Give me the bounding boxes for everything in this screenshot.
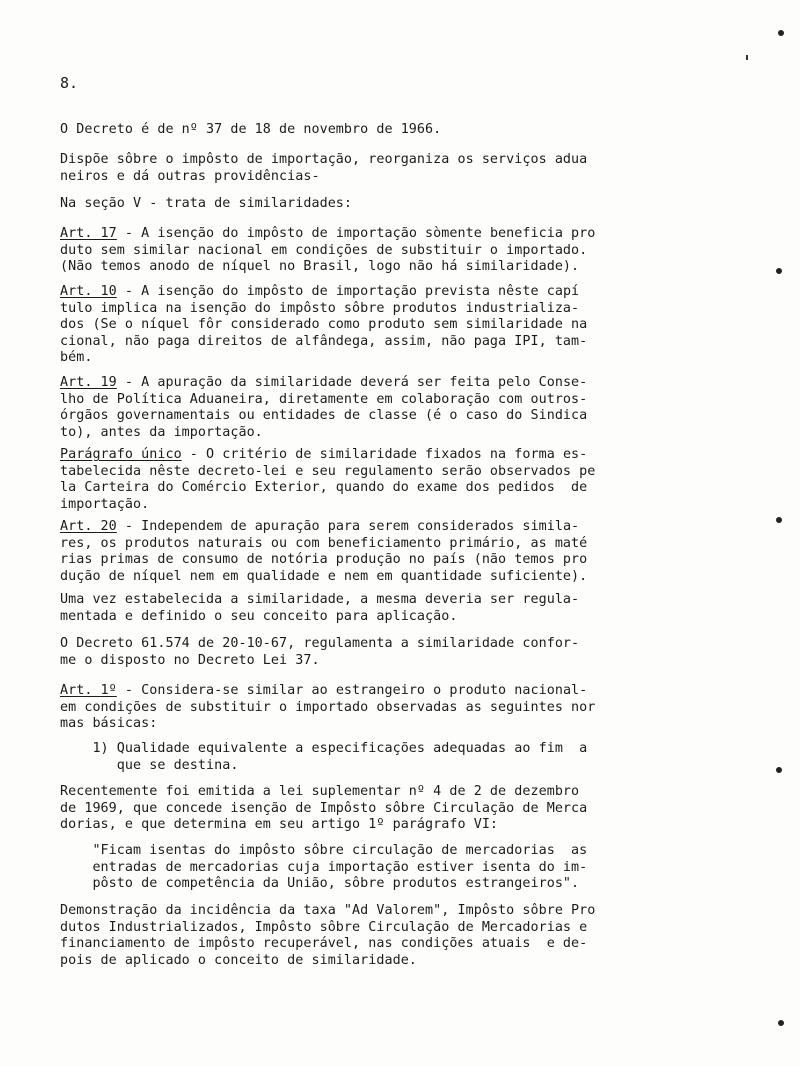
text-segment: entradas de mercadorias cuja importação estiver isenta do im-	[60, 859, 588, 875]
text-segment: pois de aplicado o conceito de similaridade.	[60, 952, 417, 968]
text-line	[60, 350, 720, 367]
text-segment: Demonstração da incidência da taxa "Ad Valorem", Impôsto sôbre Pro	[60, 903, 596, 918]
text-segment: mentada e definido o seu conceito para aplicação.	[60, 608, 458, 624]
paragraph	[60, 592, 720, 625]
text-segment: lho de Política Aduaneira, diretamente em colaboração com outros-	[60, 391, 588, 407]
text-line	[60, 936, 720, 953]
paragraph	[60, 152, 720, 185]
text-segment: financiamento de impôsto recuperável, nas condições atuais e de-	[60, 936, 588, 952]
article-label: Art. 1º	[60, 683, 117, 698]
text-line	[60, 497, 720, 514]
text-line	[60, 317, 720, 334]
paragraph	[60, 122, 720, 139]
text-segment: 1) Qualidade equivalente a especificações adequadas ao fim a	[60, 741, 588, 756]
text-line	[60, 716, 720, 733]
text-line	[60, 920, 720, 937]
scan-mark	[778, 1020, 784, 1026]
text-line	[60, 519, 720, 536]
article-label: Art. 20	[60, 519, 117, 534]
text-segment: - Considera-se similar ao estrangeiro o produto nacional-	[116, 683, 588, 698]
scan-mark	[746, 55, 748, 60]
article-label: Parágrafo único	[60, 447, 182, 462]
text-segment: O Decreto é de nº 37 de 18 de novembro de 1966.	[60, 122, 442, 137]
paragraph	[60, 903, 720, 969]
text-segment: bém.	[60, 350, 93, 366]
text-segment: cional, não paga direitos de alfândega, assim, não paga IPI, tam-	[60, 333, 588, 349]
text-line	[60, 592, 720, 609]
text-line	[60, 301, 720, 318]
text-segment: to), antes da importação.	[60, 424, 263, 440]
article-label: Art. 19	[60, 375, 117, 390]
text-segment: "Ficam isentas do impôsto sôbre circulação de mercadorias as	[60, 843, 588, 858]
text-segment: O Decreto 61.574 de 20-10-67, regulamenta a similaridade confor-	[60, 636, 580, 651]
text-line	[60, 843, 720, 860]
text-line	[60, 569, 720, 586]
scan-mark	[776, 517, 782, 523]
text-line	[60, 784, 720, 801]
text-segment: duto sem similar nacional em condições de substituir o importado.	[60, 242, 588, 258]
text-line	[60, 334, 720, 351]
paragraph	[60, 196, 720, 213]
text-segment: tulo implica na isenção do impôsto sôbre produtos industrializa-	[60, 300, 580, 316]
text-segment: importação.	[60, 496, 150, 512]
text-segment: que se destina.	[60, 757, 239, 773]
text-line	[60, 169, 720, 186]
scan-mark	[778, 30, 784, 36]
text-segment: - A apuração da similaridade deverá ser feita pelo Conse-	[116, 375, 588, 390]
paragraph	[60, 375, 720, 441]
text-line	[60, 741, 720, 758]
text-line	[60, 480, 720, 497]
text-line	[60, 758, 720, 775]
text-segment: dutos Industrializados, Impôsto sôbre Circulação de Mercadorias e	[60, 919, 588, 935]
article-label: Art. 10	[60, 284, 117, 299]
text-line	[60, 152, 720, 169]
text-line	[60, 122, 720, 139]
paragraph	[60, 741, 720, 774]
text-segment: dução de níquel nem em qualidade e nem em quantidade suficiente).	[60, 568, 588, 584]
text-line	[60, 609, 720, 626]
text-line	[60, 447, 720, 464]
paragraph	[60, 519, 720, 585]
text-line	[60, 876, 720, 893]
paragraph	[60, 683, 720, 733]
text-segment: de 1969, que concede isenção de Impôsto sôbre Circulação de Merca	[60, 800, 588, 816]
text-segment: res, os produtos naturais ou com beneficiamento primário, as maté	[60, 535, 588, 551]
paragraph	[60, 284, 720, 367]
article-label: Art. 17	[60, 226, 117, 241]
text-segment: - A isenção do impôsto de importação prevista nêste capí	[116, 284, 580, 299]
text-line	[60, 636, 720, 653]
paragraph	[60, 447, 720, 513]
scan-mark	[776, 767, 782, 773]
text-segment: - A isenção do impôsto de importação sòmente beneficia pro	[116, 226, 596, 241]
text-segment: dorias, e que determina em seu artigo 1º parágrafo VI:	[60, 817, 499, 833]
text-line	[60, 464, 720, 481]
text-line	[60, 653, 720, 670]
text-line	[60, 860, 720, 877]
text-segment: (Não temos anodo de níquel no Brasil, logo não há similaridade).	[60, 259, 580, 275]
text-line	[60, 536, 720, 553]
text-line	[60, 953, 720, 970]
text-line	[60, 259, 720, 276]
text-segment: rias primas de consumo de notória produção no país (não temos pro	[60, 552, 588, 568]
text-line	[60, 700, 720, 717]
text-segment: me o disposto no Decreto Lei 37.	[60, 652, 320, 668]
text-line	[60, 196, 720, 213]
text-segment: - Independem de apuração para serem considerados simila-	[116, 519, 580, 534]
text-line	[60, 903, 720, 920]
text-segment: Uma vez estabelecida a similaridade, a mesma deveria ser regula-	[60, 592, 580, 607]
scan-mark	[776, 268, 782, 274]
text-segment: em condições de substituir o importado observadas as seguintes nor	[60, 699, 596, 715]
text-line	[60, 226, 720, 243]
text-line	[60, 683, 720, 700]
page-number: 8.	[60, 74, 79, 92]
text-segment: órgãos governamentais ou entidades de classe (é o caso do Sindica	[60, 408, 588, 424]
text-line	[60, 817, 720, 834]
text-segment: neiros e dá outras providências-	[60, 168, 320, 184]
text-segment: - O critério de similaridade fixados na forma es-	[181, 447, 588, 462]
text-segment: dos (Se o níquel fôr considerado como produto sem similaridade na	[60, 317, 588, 333]
text-line	[60, 243, 720, 260]
paragraph	[60, 784, 720, 834]
paragraph	[60, 636, 720, 669]
text-line	[60, 392, 720, 409]
text-segment: tabelecida nêste decreto-lei e seu regulamento serão observados pe	[60, 463, 596, 479]
text-line	[60, 801, 720, 818]
text-line	[60, 375, 720, 392]
text-line	[60, 408, 720, 425]
text-line	[60, 284, 720, 301]
text-line	[60, 425, 720, 442]
text-segment: mas básicas:	[60, 716, 158, 732]
text-segment: Na seção V - trata de similaridades:	[60, 196, 353, 211]
text-line	[60, 552, 720, 569]
text-segment: Dispõe sôbre o impôsto de importação, reorganiza os serviços adua	[60, 152, 588, 167]
paragraph	[60, 226, 720, 276]
paragraph	[60, 843, 720, 893]
text-segment: pôsto de competência da União, sôbre produtos estrangeiros".	[60, 876, 580, 892]
text-segment: la Carteira do Comércio Exterior, quando do exame dos pedidos de	[60, 480, 588, 496]
text-segment: Recentemente foi emitida a lei suplementar nº 4 de 2 de dezembro	[60, 784, 580, 799]
